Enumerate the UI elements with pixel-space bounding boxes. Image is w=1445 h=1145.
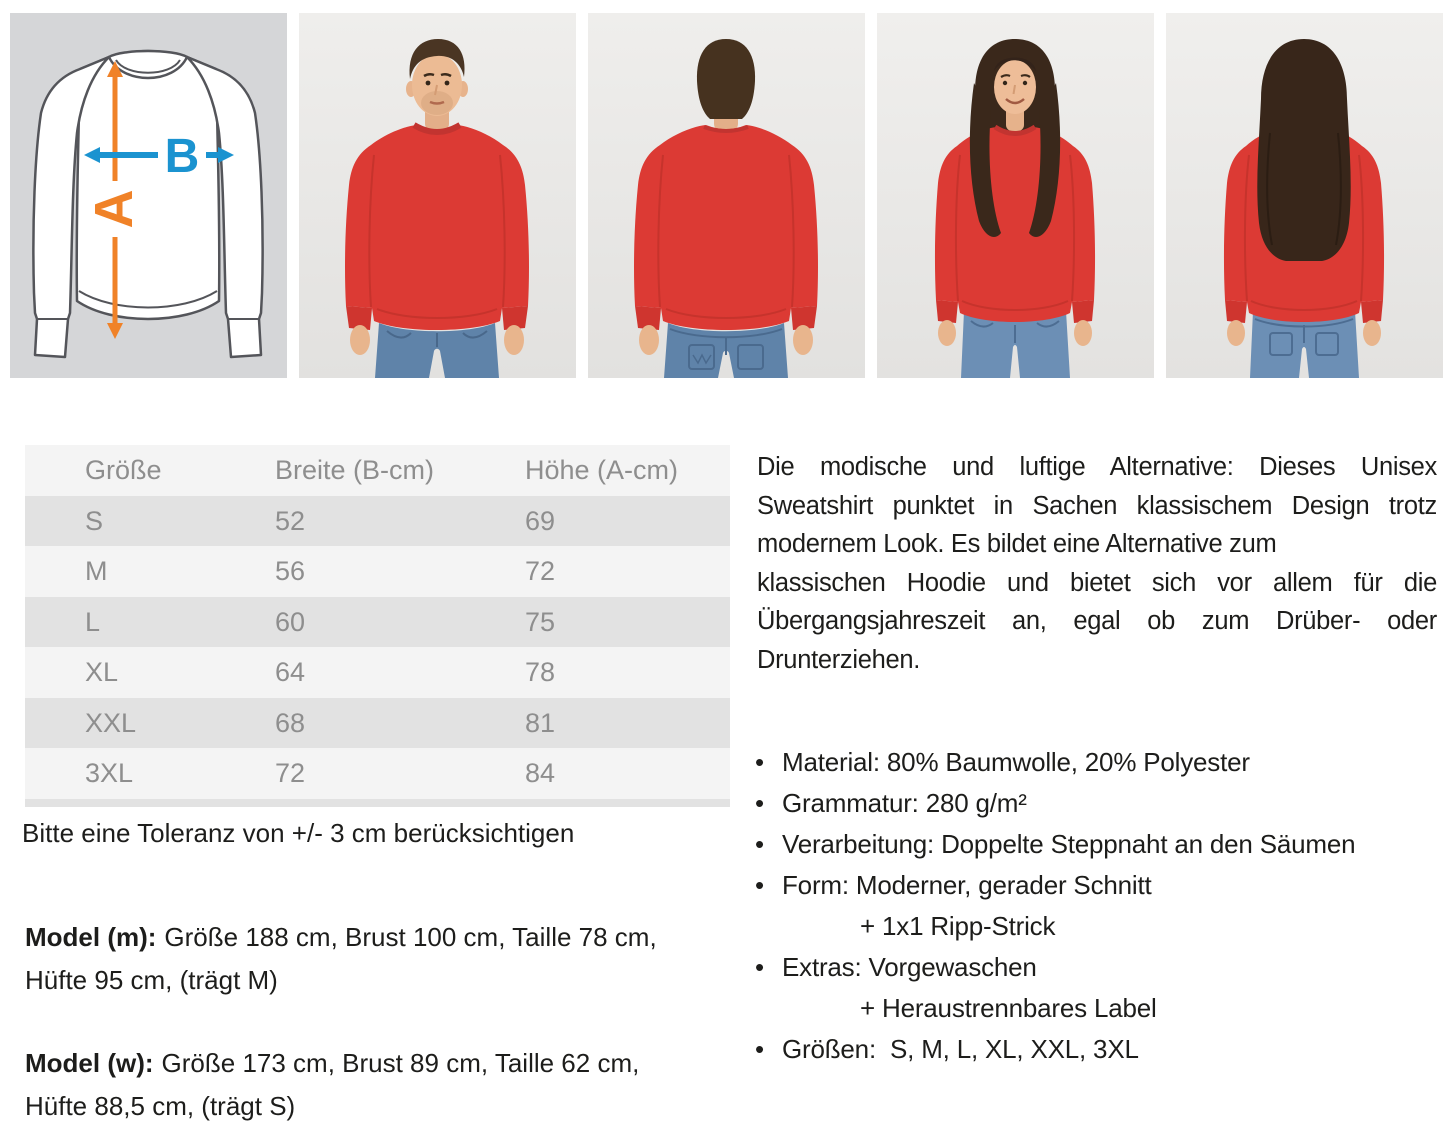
description-line: klassischen Hoodie und bietet sich vor allem für die: [757, 568, 1437, 597]
bullet-icon: •: [755, 747, 764, 777]
spec-item-extras: • Extras: Vorgewaschen: [752, 947, 1442, 988]
product-image-strip: [10, 13, 1443, 378]
spec-item-material: • Material: 80% Baumwolle, 20% Polyester: [752, 742, 1442, 783]
cell-size: XL: [85, 657, 119, 687]
table-footer-strip: [25, 799, 730, 807]
photo-female-front: [877, 13, 1154, 378]
photo-female-back: [1166, 13, 1443, 378]
description-line: modernem Look. Es bildet eine Alternative zum: [757, 530, 1277, 558]
model-w-label: Model (w):: [25, 1048, 154, 1078]
spec-item-grammatur: • Grammatur: 280 g/m²: [752, 783, 1442, 824]
bullet-icon: •: [755, 788, 764, 818]
table-row: [25, 647, 730, 698]
table-row: [25, 748, 730, 799]
spec-item-verarbeitung: • Verarbeitung: Doppelte Steppnaht an den Säumen: [752, 824, 1442, 865]
tolerance-note: Bitte eine Toleranz von +/- 3 cm berücksichtigen: [22, 818, 575, 848]
description-line: Die modische und luftige Alternative: Dieses Unisex: [757, 453, 1437, 481]
table-row: [25, 546, 730, 597]
photo-male-back: [588, 13, 865, 378]
bullet-icon: •: [755, 952, 764, 982]
model-m-info: [25, 916, 737, 1002]
cell-hoehe: 78: [525, 657, 556, 687]
label-b: B: [164, 130, 200, 183]
cell-hoehe: 84: [525, 758, 556, 788]
spec-item-form-sub: + 1x1 Ripp-Strick: [860, 911, 1056, 941]
cell-breite: 72: [275, 758, 306, 788]
model-w-line1: Größe 173 cm, Brust 89 cm, Taille 62 cm,: [161, 1048, 640, 1078]
photo-female-back-graphic: [1166, 13, 1443, 378]
cell-breite: 64: [275, 657, 306, 687]
table-row: [25, 698, 730, 749]
cell-breite: 52: [275, 505, 306, 536]
col-header-groesse: Größe: [85, 455, 162, 485]
bullet-icon: •: [755, 1034, 764, 1064]
cell-breite: 56: [275, 556, 306, 586]
label-a: A: [84, 189, 144, 229]
table-row: [25, 496, 730, 547]
size-table: [25, 445, 730, 807]
cell-size: S: [85, 505, 104, 536]
photo-male-front: [299, 13, 576, 378]
spec-item-form: • Form: Moderner, gerader Schnitt: [752, 865, 1442, 906]
spec-item-groessen: • Größen: S, M, L, XL, XXL, 3XL: [752, 1029, 1442, 1070]
model-m-label: Model (m):: [25, 922, 157, 952]
model-w-info: [25, 1042, 737, 1128]
photo-female-front-graphic: [877, 13, 1154, 378]
table-row: [25, 597, 730, 648]
description-line: Sweatshirt punktet in Sachen klassischem Design trotz: [757, 491, 1437, 520]
size-table-header: [25, 445, 730, 496]
cell-size: XXL: [85, 707, 137, 738]
cell-hoehe: 81: [525, 707, 556, 738]
cell-breite: 60: [275, 606, 306, 637]
bullet-icon: •: [755, 829, 764, 859]
size-diagram-graphic: [10, 13, 287, 378]
photo-male-front-graphic: [299, 13, 576, 378]
model-m-line1: Größe 188 cm, Brust 100 cm, Taille 78 cm,: [164, 922, 657, 952]
cell-hoehe: 72: [525, 556, 556, 586]
col-header-hoehe: Höhe (A-cm): [525, 455, 679, 485]
description-line: Drunterziehen.: [757, 645, 921, 674]
model-m-line2: Hüfte 95 cm, (trägt M): [25, 965, 278, 995]
model-w-line2: Hüfte 88,5 cm, (trägt S): [25, 1091, 296, 1121]
cell-size: L: [85, 606, 101, 637]
product-description: [757, 448, 1437, 679]
size-diagram: [10, 13, 287, 378]
col-header-breite: Breite (B-cm): [275, 455, 435, 485]
cell-size: M: [85, 556, 108, 586]
cell-hoehe: 69: [525, 505, 556, 536]
photo-male-back-graphic: [588, 13, 865, 378]
description-line: Übergangsjahreszeit an, egal ob zum Drüber- oder: [757, 607, 1437, 635]
spec-list: [752, 742, 1442, 1070]
cell-hoehe: 75: [525, 606, 556, 637]
cell-breite: 68: [275, 707, 306, 738]
cell-size: 3XL: [85, 758, 134, 788]
spec-item-extras-sub: + Heraustrennbares Label: [860, 993, 1157, 1023]
bullet-icon: •: [755, 870, 764, 900]
